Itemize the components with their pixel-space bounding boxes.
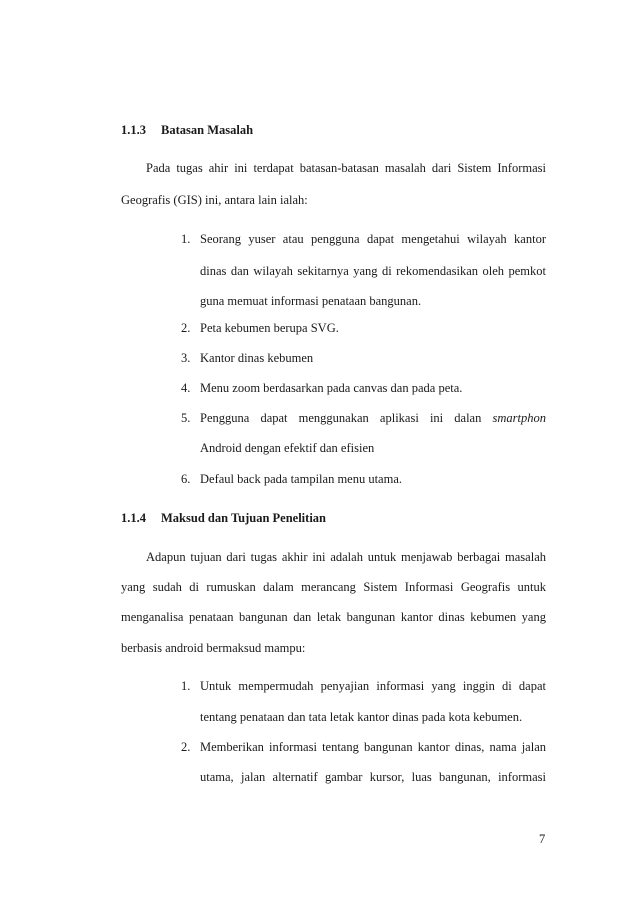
list-item-line: dinas dan wilayah sekitarnya yang di rekomendasikan oleh pemkot (200, 264, 546, 278)
list-item-line: Menu zoom berdasarkan pada canvas dan pada peta. (200, 381, 463, 395)
list-number: 5. (181, 411, 191, 425)
list-number: 3. (181, 351, 191, 365)
page-number: 7 (539, 832, 546, 846)
section-number: 1.1.4 (121, 511, 146, 525)
list-item-line: Untuk mempermudah penyajian informasi yang inggin di dapat (200, 679, 546, 693)
section-title: Maksud dan Tujuan Penelitian (161, 511, 326, 525)
list-number: 1. (181, 232, 191, 246)
list-item-line: utama, jalan alternatif gambar kursor, luas bangunan, informasi (200, 770, 546, 784)
list-number: 6. (181, 472, 191, 486)
paragraph-line: berbasis android bermaksud mampu: (121, 641, 306, 655)
list-item-line: Defaul back pada tampilan menu utama. (200, 472, 403, 486)
list-item-line: Android dengan efektif dan efisien (200, 441, 375, 455)
list-number: 2. (181, 321, 191, 335)
section-heading-113 (121, 123, 253, 138)
list-item-line: Peta kebumen berupa SVG. (200, 321, 339, 335)
list-item-line: Kantor dinas kebumen (200, 351, 314, 365)
list-item-italic: smartphon (492, 411, 546, 425)
paragraph-line: Geografis (GIS) ini, antara lain ialah: (121, 193, 308, 207)
list-number: 2. (181, 740, 191, 754)
list-number: 1. (181, 679, 191, 693)
paragraph-line: Pada tugas ahir ini terdapat batasan-batasan masalah dari Sistem Informasi (146, 161, 546, 175)
section-heading-114 (121, 511, 326, 526)
paragraph-line: yang sudah di rumuskan dalam merancang Sistem Informasi Geografis untuk (121, 580, 546, 594)
list-item-line: tentang penataan dan tata letak kantor dinas pada kota kebumen. (200, 710, 523, 724)
section-title: Batasan Masalah (161, 123, 254, 137)
list-item-line: Seorang yuser atau pengguna dapat mengetahui wilayah kantor (200, 232, 546, 246)
list-item-line (200, 410, 546, 426)
paragraph-line: menganalisa penataan bangunan dan letak bangunan kantor dinas kebumen yang (121, 610, 546, 624)
paragraph-line: Adapun tujuan dari tugas akhir ini adalah untuk menjawab berbagai masalah (146, 550, 546, 564)
section-number: 1.1.3 (121, 123, 146, 137)
list-item-line: Memberikan informasi tentang bangunan kantor dinas, nama jalan (200, 740, 546, 754)
list-number: 4. (181, 381, 191, 395)
list-item-line: guna memuat informasi penataan bangunan. (200, 294, 422, 308)
list-item-text: Pengguna dapat menggunakan aplikasi ini dalan (200, 411, 482, 425)
